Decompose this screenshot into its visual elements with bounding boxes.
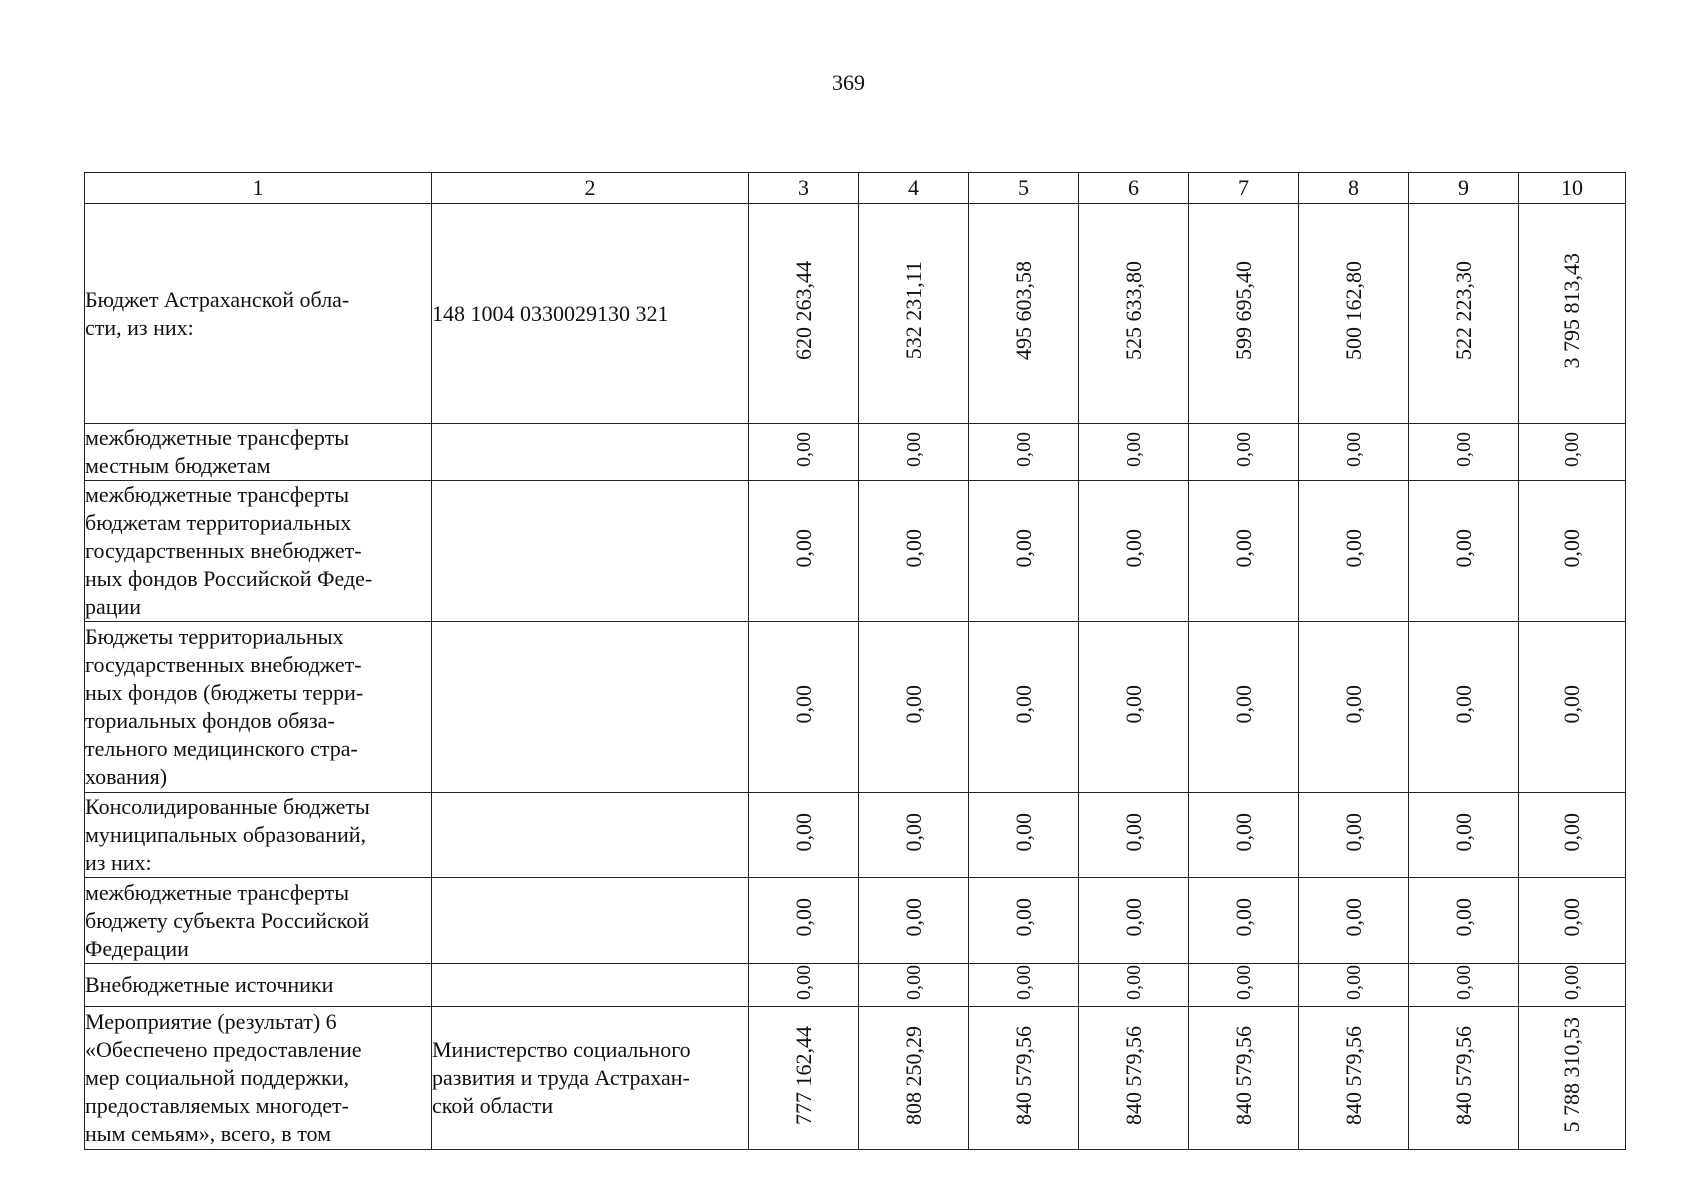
value-cell <box>1409 481 1519 622</box>
value-cell <box>1409 793 1519 878</box>
value-text: 500 162,80 <box>1340 261 1366 360</box>
value-text: 0,00 <box>790 898 816 937</box>
value-cell <box>749 481 859 622</box>
row-label: межбюджетные трансферты бюджету субъекта Российской Федерации <box>85 878 432 964</box>
value-text: 0,00 <box>900 684 926 724</box>
value-text: 0,00 <box>1340 898 1366 937</box>
value-text: 840 579,56 <box>1230 1025 1256 1125</box>
value-text: 0,00 <box>1561 431 1583 467</box>
value-cell <box>1079 481 1189 622</box>
value-cell <box>1519 204 1626 424</box>
value-text: 0,00 <box>1340 684 1366 724</box>
value-text: 599 695,40 <box>1230 261 1256 360</box>
value-cell <box>859 878 969 964</box>
value-cell <box>859 1007 969 1150</box>
value-cell <box>749 878 859 964</box>
value-cell <box>1079 204 1189 424</box>
value-text: 0,00 <box>900 898 926 937</box>
table-row <box>85 204 1626 424</box>
value-cell <box>859 481 969 622</box>
value-cell <box>969 878 1079 964</box>
column-header: 4 <box>859 173 969 204</box>
row-label: Консолидированные бюджеты муниципальных образований, из них: <box>85 793 432 878</box>
value-cell <box>749 204 859 424</box>
value-cell <box>1519 1007 1626 1150</box>
page-number: 369 <box>832 70 865 95</box>
value-text: 0,00 <box>1559 684 1584 724</box>
value-cell <box>1189 481 1299 622</box>
row-label: Мероприятие (результат) 6 «Обеспечено предоставление мер социальной поддержки, предоставляемых многодет- ным семьям», всего, в том <box>85 1007 432 1150</box>
value-text: 522 223,30 <box>1450 261 1476 360</box>
row-code <box>432 622 749 793</box>
value-text: 0,00 <box>1232 964 1255 1000</box>
value-cell <box>1189 204 1299 424</box>
column-header: 9 <box>1409 173 1519 204</box>
value-text: 0,00 <box>1559 898 1584 937</box>
value-cell <box>1189 1007 1299 1150</box>
value-cell <box>1299 1007 1409 1150</box>
value-text: 0,00 <box>1120 528 1146 568</box>
value-text: 0,00 <box>1230 528 1256 568</box>
value-text: 495 603,58 <box>1010 261 1036 360</box>
value-cell <box>969 424 1079 481</box>
row-label: Внебюджетные источники <box>85 964 432 1007</box>
table-row <box>85 622 1626 793</box>
value-cell <box>1079 793 1189 878</box>
value-text: 808 250,29 <box>900 1025 926 1125</box>
table-row <box>85 1007 1626 1150</box>
row-code <box>432 481 749 622</box>
value-text: 0,00 <box>1559 528 1584 568</box>
value-cell <box>1189 424 1299 481</box>
column-header: 1 <box>85 173 432 204</box>
table-row <box>85 481 1626 622</box>
value-text: 0,00 <box>1010 812 1036 852</box>
value-text: 0,00 <box>1452 964 1475 1000</box>
value-cell <box>1409 622 1519 793</box>
budget-table <box>84 172 1626 1150</box>
column-header: 7 <box>1189 173 1299 204</box>
value-text: 840 579,56 <box>1010 1025 1036 1125</box>
column-header: 10 <box>1519 173 1626 204</box>
value-cell <box>969 622 1079 793</box>
value-text: 0,00 <box>1342 964 1365 1000</box>
value-text: 0,00 <box>1450 528 1476 568</box>
value-cell <box>859 424 969 481</box>
value-cell <box>1299 622 1409 793</box>
value-cell <box>749 964 859 1007</box>
value-cell <box>859 622 969 793</box>
value-text: 0,00 <box>1120 684 1146 724</box>
value-cell <box>1299 878 1409 964</box>
value-text: 620 263,44 <box>790 261 816 360</box>
value-text: 0,00 <box>1122 964 1145 1000</box>
value-cell <box>1189 878 1299 964</box>
row-code <box>432 878 749 964</box>
value-cell <box>1299 204 1409 424</box>
value-cell <box>1299 964 1409 1007</box>
value-cell <box>1299 793 1409 878</box>
value-cell <box>969 481 1079 622</box>
value-text: 0,00 <box>790 812 816 852</box>
value-cell <box>1079 964 1189 1007</box>
value-cell <box>1079 424 1189 481</box>
table-row <box>85 424 1626 481</box>
value-text: 0,00 <box>1561 964 1583 1000</box>
value-text: 0,00 <box>1010 528 1036 568</box>
value-cell <box>969 204 1079 424</box>
value-text: 0,00 <box>1559 812 1584 852</box>
value-text: 3 795 813,43 <box>1559 252 1584 369</box>
table-row <box>85 878 1626 964</box>
column-header: 6 <box>1079 173 1189 204</box>
value-text: 0,00 <box>902 431 925 467</box>
row-code: 148 1004 0330029130 321 <box>432 204 749 424</box>
value-text: 0,00 <box>1120 898 1146 937</box>
row-code: Министерство социального развития и труда Астрахан- ской области <box>432 1007 749 1150</box>
value-text: 0,00 <box>790 684 816 724</box>
value-cell <box>969 964 1079 1007</box>
row-label: межбюджетные трансферты местным бюджетам <box>85 424 432 481</box>
header-row <box>85 173 1626 204</box>
value-text: 840 579,56 <box>1450 1025 1476 1125</box>
value-text: 0,00 <box>1342 431 1365 467</box>
row-label: Бюджет Астраханской обла- сти, из них: <box>85 204 432 424</box>
value-text: 0,00 <box>1230 684 1256 724</box>
row-code <box>432 964 749 1007</box>
value-text: 0,00 <box>1450 812 1476 852</box>
value-cell <box>1519 424 1626 481</box>
value-text: 0,00 <box>1340 812 1366 852</box>
value-text: 532 231,11 <box>900 261 926 360</box>
value-cell <box>1519 878 1626 964</box>
column-header: 2 <box>432 173 749 204</box>
table-row <box>85 793 1626 878</box>
value-cell <box>1079 878 1189 964</box>
value-cell <box>1189 964 1299 1007</box>
value-text: 0,00 <box>1230 812 1256 852</box>
value-text: 0,00 <box>1120 812 1146 852</box>
value-cell <box>1409 878 1519 964</box>
value-text: 0,00 <box>1122 431 1145 467</box>
value-text: 0,00 <box>1010 684 1036 724</box>
value-cell <box>969 793 1079 878</box>
column-header: 8 <box>1299 173 1409 204</box>
value-text: 0,00 <box>1232 431 1255 467</box>
value-cell <box>859 793 969 878</box>
value-cell <box>1409 424 1519 481</box>
value-cell <box>749 622 859 793</box>
value-cell <box>1189 622 1299 793</box>
value-text: 0,00 <box>900 528 926 568</box>
value-cell <box>1189 793 1299 878</box>
value-text: 0,00 <box>1452 431 1475 467</box>
value-cell <box>1519 793 1626 878</box>
value-text: 0,00 <box>1012 964 1035 1000</box>
value-cell <box>969 1007 1079 1150</box>
value-cell <box>749 793 859 878</box>
value-cell <box>1409 964 1519 1007</box>
value-cell <box>859 204 969 424</box>
value-text: 0,00 <box>1010 898 1036 937</box>
value-cell <box>1519 481 1626 622</box>
value-text: 0,00 <box>902 964 925 1000</box>
value-cell <box>1409 1007 1519 1150</box>
value-cell <box>1519 964 1626 1007</box>
value-cell <box>1299 481 1409 622</box>
value-text: 0,00 <box>900 812 926 852</box>
value-cell <box>1299 424 1409 481</box>
value-text: 0,00 <box>1340 528 1366 568</box>
value-text: 0,00 <box>790 528 816 568</box>
row-code <box>432 793 749 878</box>
value-text: 777 162,44 <box>790 1025 816 1125</box>
value-text: 0,00 <box>1230 898 1256 937</box>
table-row <box>85 964 1626 1007</box>
value-cell <box>859 964 969 1007</box>
column-header: 5 <box>969 173 1079 204</box>
value-cell <box>1409 204 1519 424</box>
value-cell <box>1079 1007 1189 1150</box>
value-text: 0,00 <box>1450 898 1476 937</box>
row-code <box>432 424 749 481</box>
value-text: 0,00 <box>792 431 815 467</box>
value-text: 525 633,80 <box>1120 261 1146 360</box>
column-header: 3 <box>749 173 859 204</box>
value-text: 0,00 <box>1012 431 1035 467</box>
value-cell <box>1079 622 1189 793</box>
value-text: 0,00 <box>1450 684 1476 724</box>
value-cell <box>749 1007 859 1150</box>
value-text: 5 788 310,53 <box>1559 1017 1584 1133</box>
value-text: 0,00 <box>792 964 815 1000</box>
value-cell <box>749 424 859 481</box>
value-cell <box>1519 622 1626 793</box>
row-label: межбюджетные трансферты бюджетам территориальных государственных внебюджет- ных фондов Российской Феде- рации <box>85 481 432 622</box>
value-text: 840 579,56 <box>1120 1025 1146 1125</box>
value-text: 840 579,56 <box>1340 1025 1366 1125</box>
row-label: Бюджеты территориальных государственных внебюджет- ных фондов (бюджеты терри- ториальных фондов обяза- тельного медицинского стра- хования) <box>85 622 432 793</box>
